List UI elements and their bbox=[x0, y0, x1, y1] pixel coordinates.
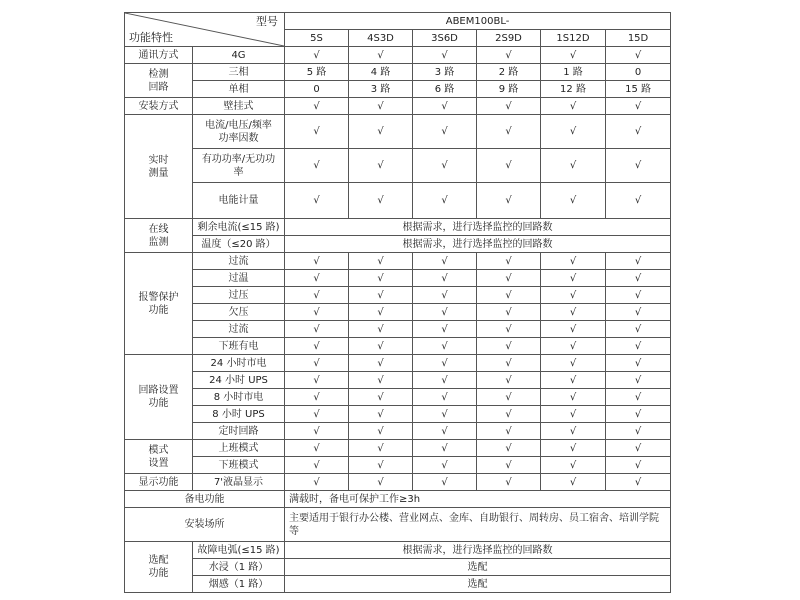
table-row-detect bbox=[125, 64, 671, 81]
group-label bbox=[125, 64, 193, 98]
value-cell: √ bbox=[477, 149, 541, 183]
value-cell: √ bbox=[606, 355, 671, 372]
group-label: 显示功能 bbox=[125, 474, 193, 491]
group-label: 安装方式 bbox=[125, 98, 193, 115]
group-label bbox=[125, 115, 193, 219]
corner-model-label: 型号 bbox=[256, 15, 278, 28]
feature-line: 功率因数 bbox=[218, 132, 259, 144]
group-label bbox=[125, 355, 193, 440]
value-cell: √ bbox=[349, 115, 413, 149]
value-cell: √ bbox=[477, 474, 541, 491]
value-cell: √ bbox=[606, 270, 671, 287]
model-name: 15D bbox=[606, 30, 671, 47]
feature-label: 过流 bbox=[193, 253, 285, 270]
feature-label: 8 小时 UPS bbox=[193, 406, 285, 423]
value-cell: √ bbox=[285, 183, 349, 219]
value-cell: √ bbox=[541, 321, 606, 338]
value-cell: √ bbox=[285, 149, 349, 183]
value-cell: √ bbox=[606, 457, 671, 474]
value-cell: √ bbox=[349, 338, 413, 355]
value-cell: 2 路 bbox=[477, 64, 541, 81]
value-cell: √ bbox=[413, 253, 477, 270]
value-cell: √ bbox=[413, 47, 477, 64]
feature-label: 过温 bbox=[193, 270, 285, 287]
corner-cell bbox=[125, 13, 285, 47]
feature-label: 水浸（1 路） bbox=[193, 559, 285, 576]
value-cell: √ bbox=[285, 304, 349, 321]
feature-label: 8 小时市电 bbox=[193, 389, 285, 406]
group-line: 选配 bbox=[148, 555, 169, 566]
table-row-backup bbox=[125, 491, 671, 508]
group-line: 测量 bbox=[148, 167, 169, 179]
value-cell: √ bbox=[285, 457, 349, 474]
value-cell: √ bbox=[349, 98, 413, 115]
value-cell: √ bbox=[477, 423, 541, 440]
value-cell: √ bbox=[413, 338, 477, 355]
value-cell: √ bbox=[285, 270, 349, 287]
feature-label: 故障电弧(≤15 路) bbox=[193, 542, 285, 559]
feature-label: 7'液晶显示 bbox=[193, 474, 285, 491]
value-cell: √ bbox=[477, 338, 541, 355]
group-line: 监测 bbox=[148, 236, 169, 248]
table-row-detect bbox=[125, 81, 671, 98]
feature-label: 24 小时市电 bbox=[193, 355, 285, 372]
group-label bbox=[125, 253, 193, 355]
value-cell: √ bbox=[477, 287, 541, 304]
value-cell: √ bbox=[541, 423, 606, 440]
value-cell: √ bbox=[349, 183, 413, 219]
group-line: 检测 bbox=[148, 68, 169, 80]
value-cell: √ bbox=[477, 389, 541, 406]
group-label bbox=[125, 219, 193, 253]
value-cell: √ bbox=[285, 440, 349, 457]
group-line: 在线 bbox=[148, 223, 169, 235]
table-row-mode bbox=[125, 457, 671, 474]
feature-label: 过压 bbox=[193, 287, 285, 304]
value-cell: 6 路 bbox=[413, 81, 477, 98]
table-row-circuit bbox=[125, 406, 671, 423]
value-cell: √ bbox=[285, 338, 349, 355]
value-cell: √ bbox=[349, 355, 413, 372]
value-cell: √ bbox=[285, 287, 349, 304]
value-cell: √ bbox=[477, 115, 541, 149]
value-cell: √ bbox=[477, 372, 541, 389]
note-cell: 根据需求，进行选择监控的回路数 bbox=[285, 542, 671, 559]
table-row-realtime bbox=[125, 183, 671, 219]
value-cell: √ bbox=[477, 457, 541, 474]
feature-label: 温度（≤20 路） bbox=[193, 236, 285, 253]
group-line: 报警保护 bbox=[138, 291, 179, 303]
table-row-options bbox=[125, 559, 671, 576]
header-row-prefix bbox=[125, 13, 671, 30]
table-row-circuit bbox=[125, 355, 671, 372]
feature-line: 电流/电压/频率 bbox=[205, 119, 272, 131]
table-row-alarm bbox=[125, 287, 671, 304]
feature-label: 下班模式 bbox=[193, 457, 285, 474]
value-cell: √ bbox=[541, 406, 606, 423]
table-row-realtime bbox=[125, 115, 671, 149]
value-cell: √ bbox=[413, 287, 477, 304]
value-cell: √ bbox=[606, 372, 671, 389]
value-cell: √ bbox=[477, 270, 541, 287]
value-cell: √ bbox=[477, 183, 541, 219]
value-cell: √ bbox=[541, 457, 606, 474]
value-cell: √ bbox=[349, 389, 413, 406]
value-cell: √ bbox=[285, 47, 349, 64]
value-cell: √ bbox=[285, 98, 349, 115]
value-cell: √ bbox=[477, 98, 541, 115]
table-row-circuit bbox=[125, 389, 671, 406]
feature-label: 24 小时 UPS bbox=[193, 372, 285, 389]
table-row-circuit bbox=[125, 372, 671, 389]
feature-label: 上班模式 bbox=[193, 440, 285, 457]
table-row-options bbox=[125, 576, 671, 593]
table-row-online bbox=[125, 219, 671, 236]
value-cell: √ bbox=[285, 321, 349, 338]
value-cell: 0 bbox=[606, 64, 671, 81]
value-cell: √ bbox=[413, 372, 477, 389]
value-cell: √ bbox=[285, 115, 349, 149]
feature-label: 三相 bbox=[193, 64, 285, 81]
table-row-options bbox=[125, 542, 671, 559]
value-cell: √ bbox=[606, 321, 671, 338]
group-label bbox=[125, 440, 193, 474]
table-row-alarm bbox=[125, 270, 671, 287]
value-cell: √ bbox=[606, 304, 671, 321]
value-cell: √ bbox=[349, 270, 413, 287]
value-cell: √ bbox=[541, 440, 606, 457]
value-cell: √ bbox=[477, 304, 541, 321]
model-prefix: ABEM100BL- bbox=[285, 13, 671, 30]
value-cell: √ bbox=[541, 338, 606, 355]
value-cell: 12 路 bbox=[541, 81, 606, 98]
value-cell: 1 路 bbox=[541, 64, 606, 81]
model-name: 1S12D bbox=[541, 30, 606, 47]
value-cell: √ bbox=[477, 440, 541, 457]
value-cell: 4 路 bbox=[349, 64, 413, 81]
feature-label: 过流 bbox=[193, 321, 285, 338]
value-cell: √ bbox=[349, 440, 413, 457]
feature-label: 单相 bbox=[193, 81, 285, 98]
table-row-alarm bbox=[125, 338, 671, 355]
value-cell: √ bbox=[349, 287, 413, 304]
value-cell: √ bbox=[349, 457, 413, 474]
value-cell: √ bbox=[606, 183, 671, 219]
table-row-comm bbox=[125, 47, 671, 64]
value-cell: √ bbox=[413, 183, 477, 219]
value-cell: √ bbox=[541, 183, 606, 219]
model-name: 5S bbox=[285, 30, 349, 47]
group-line: 功能 bbox=[148, 398, 169, 409]
feature-label: 定时回路 bbox=[193, 423, 285, 440]
value-cell: √ bbox=[541, 253, 606, 270]
value-cell: √ bbox=[349, 474, 413, 491]
value-cell: √ bbox=[285, 355, 349, 372]
table-row-alarm bbox=[125, 253, 671, 270]
table-row-mode bbox=[125, 440, 671, 457]
value-cell: √ bbox=[413, 474, 477, 491]
group-line: 模式 bbox=[148, 444, 169, 456]
value-cell: √ bbox=[349, 47, 413, 64]
value-cell: 15 路 bbox=[606, 81, 671, 98]
value-cell: √ bbox=[349, 253, 413, 270]
value-cell: √ bbox=[477, 406, 541, 423]
model-name: 2S9D bbox=[477, 30, 541, 47]
value-cell: √ bbox=[413, 115, 477, 149]
note-cell: 根据需求，进行选择监控的回路数 bbox=[285, 236, 671, 253]
value-cell: 3 路 bbox=[413, 64, 477, 81]
value-cell: 3 路 bbox=[349, 81, 413, 98]
value-cell: √ bbox=[477, 355, 541, 372]
value-cell: √ bbox=[541, 149, 606, 183]
value-cell: √ bbox=[541, 372, 606, 389]
group-line: 设置 bbox=[148, 457, 169, 469]
group-line: 功能 bbox=[148, 304, 169, 316]
note-cell: 根据需求，进行选择监控的回路数 bbox=[285, 219, 671, 236]
value-cell: √ bbox=[349, 321, 413, 338]
value-cell: 9 路 bbox=[477, 81, 541, 98]
value-cell: √ bbox=[606, 389, 671, 406]
table-row-install bbox=[125, 98, 671, 115]
value-cell: √ bbox=[606, 474, 671, 491]
value-cell: √ bbox=[606, 287, 671, 304]
value-cell: √ bbox=[477, 47, 541, 64]
value-cell: √ bbox=[285, 372, 349, 389]
feature-label: 剩余电流(≤15 路) bbox=[193, 219, 285, 236]
value-cell: √ bbox=[606, 98, 671, 115]
model-name: 3S6D bbox=[413, 30, 477, 47]
table-row-circuit bbox=[125, 423, 671, 440]
feature-line: 有功功率/无功功 bbox=[201, 153, 276, 165]
value-cell: √ bbox=[477, 253, 541, 270]
value-cell: √ bbox=[349, 423, 413, 440]
table-row-alarm bbox=[125, 304, 671, 321]
value-cell: √ bbox=[541, 474, 606, 491]
group-label bbox=[125, 542, 193, 593]
feature-label bbox=[193, 115, 285, 149]
value-cell: √ bbox=[541, 389, 606, 406]
value-cell: √ bbox=[541, 304, 606, 321]
value-cell: √ bbox=[413, 457, 477, 474]
value-cell: √ bbox=[413, 423, 477, 440]
value-cell: √ bbox=[606, 440, 671, 457]
value-cell: √ bbox=[413, 270, 477, 287]
corner-feature-label: 功能特性 bbox=[129, 31, 173, 44]
value-cell: √ bbox=[606, 253, 671, 270]
value-cell: √ bbox=[606, 423, 671, 440]
value-cell: √ bbox=[285, 389, 349, 406]
group-line: 回路设置 bbox=[138, 385, 179, 396]
feature-label: 4G bbox=[193, 47, 285, 64]
note-cell: 满载时，备电可保护工作≥3h bbox=[285, 491, 671, 508]
value-cell: √ bbox=[541, 115, 606, 149]
table-row-display bbox=[125, 474, 671, 491]
value-cell: √ bbox=[413, 355, 477, 372]
value-cell: √ bbox=[349, 372, 413, 389]
value-cell: √ bbox=[606, 115, 671, 149]
note-cell: 主要适用于银行办公楼、营业网点、金库、自助银行、周转房、员工宿舍、培训学院等 bbox=[285, 508, 671, 542]
group-label: 通讯方式 bbox=[125, 47, 193, 64]
value-cell: √ bbox=[413, 149, 477, 183]
feature-label: 下班有电 bbox=[193, 338, 285, 355]
value-cell: √ bbox=[606, 47, 671, 64]
value-cell: √ bbox=[285, 406, 349, 423]
value-cell: √ bbox=[477, 321, 541, 338]
group-line: 功能 bbox=[148, 568, 169, 579]
value-cell: √ bbox=[285, 253, 349, 270]
note-cell: 选配 bbox=[285, 576, 671, 593]
value-cell: √ bbox=[413, 406, 477, 423]
value-cell: √ bbox=[285, 474, 349, 491]
value-cell: √ bbox=[349, 304, 413, 321]
value-cell: √ bbox=[541, 270, 606, 287]
value-cell: 5 路 bbox=[285, 64, 349, 81]
value-cell: √ bbox=[413, 440, 477, 457]
value-cell: √ bbox=[541, 98, 606, 115]
value-cell: √ bbox=[413, 98, 477, 115]
spec-table bbox=[124, 12, 671, 593]
feature-label bbox=[193, 149, 285, 183]
table-row-realtime bbox=[125, 149, 671, 183]
value-cell: √ bbox=[606, 406, 671, 423]
value-cell: √ bbox=[606, 338, 671, 355]
feature-label: 电能计量 bbox=[193, 183, 285, 219]
feature-line: 率 bbox=[233, 166, 244, 178]
model-name: 4S3D bbox=[349, 30, 413, 47]
feature-label: 欠压 bbox=[193, 304, 285, 321]
note-cell: 选配 bbox=[285, 559, 671, 576]
value-cell: √ bbox=[541, 355, 606, 372]
group-line: 实时 bbox=[148, 154, 169, 166]
value-cell: √ bbox=[413, 321, 477, 338]
value-cell: √ bbox=[541, 47, 606, 64]
value-cell: √ bbox=[413, 304, 477, 321]
group-line: 回路 bbox=[148, 81, 169, 93]
value-cell: √ bbox=[349, 406, 413, 423]
value-cell: √ bbox=[413, 389, 477, 406]
value-cell: √ bbox=[606, 149, 671, 183]
table-row-site bbox=[125, 508, 671, 542]
value-cell: √ bbox=[541, 287, 606, 304]
value-cell: √ bbox=[349, 149, 413, 183]
table-row-online bbox=[125, 236, 671, 253]
group-label: 备电功能 bbox=[125, 491, 285, 508]
value-cell: 0 bbox=[285, 81, 349, 98]
feature-label: 烟感（1 路） bbox=[193, 576, 285, 593]
value-cell: √ bbox=[285, 423, 349, 440]
table-row-alarm bbox=[125, 321, 671, 338]
group-label: 安装场所 bbox=[125, 508, 285, 542]
feature-label: 壁挂式 bbox=[193, 98, 285, 115]
